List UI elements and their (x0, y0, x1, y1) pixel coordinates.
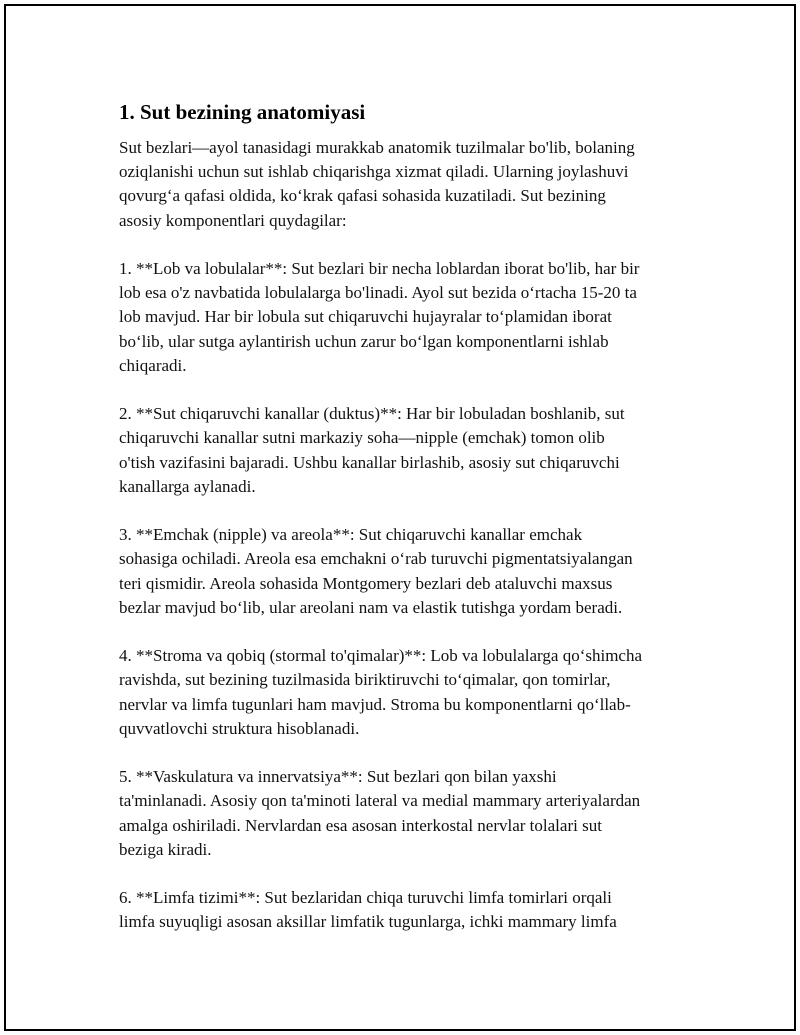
paragraph-vaskulatura (119, 765, 694, 862)
text-line: ravishda, sut bezining tuzilmasida biriktiruvchi to‘qimalar, qon tomirlar, (119, 670, 611, 690)
section-heading: 1. Sut bezining anatomiyasi (119, 100, 366, 124)
text-line: chiqaradi. (119, 355, 187, 375)
text-line: 6. **Limfa tizimi**: Sut bezlaridan chiqa turuvchi limfa tomirlari orqali (119, 888, 612, 908)
text-line: limfa suyuqligi asosan aksillar limfatik tugunlarga, ichki mammary limfa (119, 912, 617, 932)
text-line: lob mavjud. Har bir lobula sut chiqaruvchi hujayralar to‘plamidan iborat (119, 307, 612, 327)
text-line: chiqaruvchi kanallar sutni markaziy soha—nipple (emchak) tomon olib (119, 428, 605, 448)
text-line: 3. **Emchak (nipple) va areola**: Sut chiqaruvchi kanallar emchak (119, 525, 583, 545)
paragraph-emchak-areola (119, 523, 694, 620)
document-content (119, 98, 694, 959)
text-line: lob esa o'z navbatida lobulalarga bo'linadi. Ayol sut bezida o‘rtacha 15-20 ta (119, 283, 637, 303)
text-line: teri qismidir. Areola sohasida Montgomery bezlari deb ataluvchi maxsus (119, 573, 613, 593)
paragraph-lob-lobulalar (119, 257, 694, 378)
text-line: 5. **Vaskulatura va innervatsiya**: Sut bezlari qon bilan yaxshi (119, 767, 557, 787)
text-line: sohasiga ochiladi. Areola esa emchakni o‘rab turuvchi pigmentatsiyalangan (119, 549, 633, 569)
text-line: asosiy komponentlari quydagilar: (119, 210, 347, 230)
text-line: 4. **Stroma va qobiq (stormal to'qimalar)**: Lob va lobulalarga qo‘shimcha (119, 646, 643, 666)
paragraph-intro (119, 136, 694, 233)
text-line: ta'minlanadi. Asosiy qon ta'minoti lateral va medial mammary arteriyalardan (119, 791, 641, 811)
text-line: amalga oshiriladi. Nervlardan esa asosan interkostal nervlar tolalari sut (119, 815, 602, 835)
text-line: oziqlanishi uchun sut ishlab chiqarishga xizmat qiladi. Ularning joylashuvi (119, 162, 629, 182)
text-line: bezlar mavjud bo‘lib, ular areolani nam va elastik tutishga yordam beradi. (119, 597, 623, 617)
text-line: bo‘lib, ular sutga aylantirish uchun zarur bo‘lgan komponentlarni ishlab (119, 331, 609, 351)
text-line: Sut bezlari—ayol tanasidagi murakkab anatomik tuzilmalar bo'lib, bolaning (119, 138, 635, 157)
text-line: beziga kiradi. (119, 839, 212, 859)
text-line: quvvatlovchi struktura hisoblanadi. (119, 718, 360, 738)
text-line: 2. **Sut chiqaruvchi kanallar (duktus)**: Har bir lobuladan boshlanib, sut (119, 404, 625, 424)
page-frame (4, 4, 796, 1031)
text-line: nervlar va limfa tugunlari ham mavjud. Stroma bu komponentlarni qo‘llab- (119, 694, 631, 714)
paragraph-kanallar (119, 402, 694, 499)
text-line: qovurg‘a qafasi oldida, ko‘krak qafasi sohasida kuzatiladi. Sut bezining (119, 186, 606, 206)
paragraph-limfa (119, 886, 694, 934)
text-line: kanallarga aylanadi. (119, 476, 256, 496)
text-line: o'tish vazifasini bajaradi. Ushbu kanallar birlashib, asosiy sut chiqaruvchi (119, 452, 620, 472)
text-line: 1. **Lob va lobulalar**: Sut bezlari bir necha loblardan iborat bo'lib, har bir (119, 259, 640, 278)
paragraph-stroma (119, 644, 694, 741)
